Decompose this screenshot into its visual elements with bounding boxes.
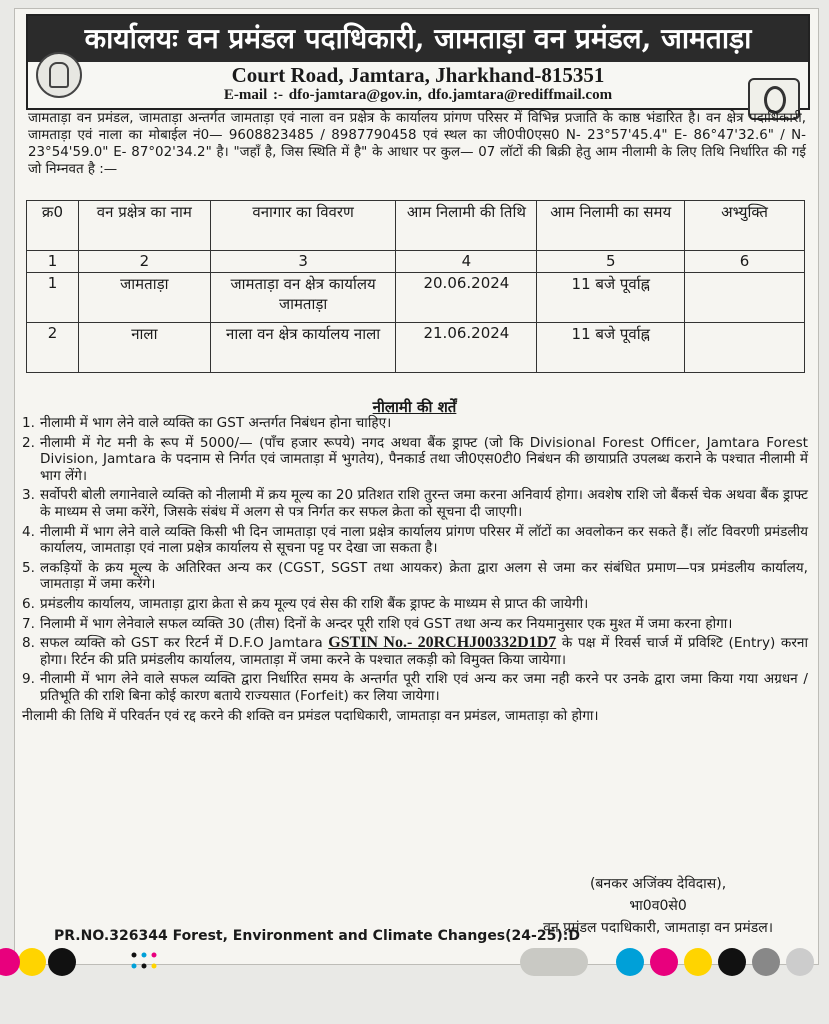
table-row	[27, 323, 805, 373]
condition-text: नीलामी की तिथि में परिवर्तन एवं रद्द करने की शक्ति वन प्रमंडल पदाधिकारी, जामताड़ा वन प्रमंडल, जामताड़ा को होगा।	[22, 707, 599, 724]
header-cell: क्र0	[27, 201, 79, 251]
registration-bar	[520, 948, 588, 976]
condition-text: प्रमंडलीय कार्यालय, जामताड़ा द्वारा क्रेता से क्रय मूल्य एवं सेस की राशि बैंक ड्राफ्ट के माध्यम से प्राप्त की जायेगी।	[40, 595, 589, 612]
signatory-designation: वन प्रमंडल पदाधिकारी, जामताड़ा वन प्रमंडल।	[543, 920, 773, 936]
header-cell: वनागार का विवरण	[210, 201, 396, 251]
auction-lots-table	[26, 200, 805, 373]
condition-item	[22, 635, 808, 668]
condition-number: 5.	[22, 559, 35, 576]
condition-item	[22, 596, 808, 613]
registration-mark-cyan	[616, 948, 644, 976]
condition-text: लकड़ियों के क्रय मूल्य के अतिरिक्त अन्य कर (CGST, SGST तथा आयकर) क्रेता द्वारा अलग से जमा कर संबंधित प्रमाण—पत्र प्रमंडलीय कार्यालय, जामताड़ा में जमा करेंगे।	[40, 559, 808, 593]
condition-text: सर्वोपरी बोली लगानेवाले व्यक्ति को नीलामी में क्रय मूल्य का 20 प्रतिशत राशि तुरन्त जमा करना अनिवार्य होगा। अवशेष राशि जो बैंकर्स चेक अथवा बैंक ड्राफ्ट के माध्यम से जमा करेंगे, जिसके संबंध में अलग से पत्र निर्गत कर सफल क्रेता को सूचना दी जाएगी।	[40, 487, 808, 520]
condition-item	[22, 415, 808, 432]
condition-item	[22, 616, 808, 633]
condition-number: 1.	[22, 415, 35, 431]
condition-item	[22, 708, 808, 725]
office-address: Court Road, Jamtara, Jharkhand-815351	[231, 63, 605, 87]
office-email: E-mail :- dfo-jamtara@gov.in, dfo.jamtara@rediffmail.com	[223, 87, 613, 103]
condition-number: 2.	[22, 434, 35, 451]
condition-item	[22, 524, 808, 557]
registration-mark-grey	[752, 948, 780, 976]
column-number: 1	[27, 251, 79, 273]
condition-number: 9.	[22, 671, 35, 688]
lot-serial: 2	[27, 323, 79, 373]
condition-text: नीलामी में गेट मनी के रूप में 5000/— (पाँच हजार रूपये) नगद अथवा बैंक ड्राफ्ट (जो कि Divisional Forest Officer, Jamtara Forest Division, Jamtara के पदनाम से निर्गत एवं जामताड़ा में भुगतेय), पैनकार्ड तथा जी0एस0टी0 निबंधन की छायाप्रति उपलब्ध कराने के पश्चात नीलामी में भाग लेंगे।	[40, 434, 808, 484]
condition-number: 8.	[22, 635, 35, 652]
registration-mark-magenta	[650, 948, 678, 976]
condition-text: नीलामी में भाग लेने वाले व्यक्ति किसी भी दिन जामताड़ा एवं नाला प्रक्षेत्र कार्यालय प्रांगण परिसर में लॉटों का अवलोकन कर सकते हैं। लॉट विवरणी प्रमंडलीय कार्यालय, जामताड़ा एवं नाला प्रक्षेत्र कार्यालय से सूचना पट्ट पर देखा जा सकता है।	[40, 523, 808, 557]
condition-text-part: के पक्ष में रिवर्स चार्ज में प्रविश्टि (Entry) करना होगा। रिर्टन की प्रति प्रमंडलीय कार्यालय, जामताड़ा में जमा करने के पश्चात लकड़ी को विमुक्त किया जायेगा।	[40, 635, 808, 668]
registration-dots-icon	[130, 950, 166, 972]
header-cell: आम निलामी की तिथि	[396, 201, 537, 251]
notice-intro: जामताड़ा वन प्रमंडल, जामताड़ा अन्तर्गत जामताड़ा एवं नाला वन प्रक्षेत्र के कार्यालय प्रांगण परिसर में विभिन्न प्रजाति के काष्ठ भंडारित है। वन क्षेत्र पदाधिकारी, जामताड़ा एवं नाला का मोबाईल नं0— 9608823485 / 8987790458 एवं स्थल का जी0पी0एस0 N- 23°57'45.4" E- 86°47'32.6" / N- 23°54'59.0" E- 87°02'34.2" है। "जहाँ है, जिस स्थिति में है" के आधार पर कुल— 07 लॉटों की बिक्री हेतु आम नीलामी के लिए तिथि निर्धारित की गई जो निम्नवत है :—	[28, 111, 806, 177]
auction-time: 11 बजे पूर्वाह्न	[537, 273, 685, 323]
office-header	[26, 14, 810, 110]
auction-time: 11 बजे पूर्वाह्न	[537, 323, 685, 373]
depot-details: नाला वन क्षेत्र कार्यालय नाला	[210, 323, 396, 373]
remarks	[685, 273, 805, 323]
condition-text: नीलामी में भाग लेने वाले व्यक्ति का GST अन्तर्गत निबंधन होना चाहिए।	[40, 415, 392, 431]
header-cell: वन प्रक्षेत्र का नाम	[78, 201, 210, 251]
registration-mark-black	[48, 948, 76, 976]
column-number: 3	[210, 251, 396, 273]
registration-dots	[130, 950, 166, 972]
signatory-service: भा0व0से0	[629, 898, 687, 914]
lot-serial: 1	[27, 273, 79, 323]
condition-text: नीलामी में भाग लेने वाले सफल व्यक्ति द्वारा निर्धारित समय के अन्तर्गत पूरी राशि एवं अन्य कर जमा नही करने पर उनके द्वारा जमा किया गया अग्रधन / प्रतिभूति की राशि बिना कोई कारण बताये राज्यसात (Forfeit) कर लिया जायेगा।	[40, 671, 808, 704]
office-title: कार्यालयः वन प्रमंडल पदाधिकारी, जामताड़ा वन प्रमंडल, जामताड़ा	[28, 16, 808, 62]
table-header-row	[27, 201, 805, 251]
column-number: 2	[78, 251, 210, 273]
depot-details: जामताड़ा वन क्षेत्र कार्यालय जामताड़ा	[210, 273, 396, 323]
column-number-row	[27, 251, 805, 273]
registration-mark-yellow	[18, 948, 46, 976]
condition-number: 4.	[22, 523, 35, 540]
condition-item	[22, 560, 808, 593]
auction-date: 20.06.2024	[396, 273, 537, 323]
header-cell: अभ्युक्ति	[685, 201, 805, 251]
registration-mark-yellow	[684, 948, 712, 976]
registration-mark-black	[718, 948, 746, 976]
condition-item	[22, 671, 808, 704]
condition-text-part: सफल व्यक्ति को GST कर रिटर्न में D.F.O Jamtara	[40, 635, 329, 652]
registration-mark-light	[786, 948, 814, 976]
condition-number: 3.	[22, 487, 35, 504]
range-name: नाला	[78, 323, 210, 373]
condition-number: 7.	[22, 615, 35, 632]
column-number: 6	[685, 251, 805, 273]
condition-text	[40, 635, 808, 668]
remarks	[685, 323, 805, 373]
condition-number: 6.	[22, 595, 35, 612]
column-number: 4	[396, 251, 537, 273]
table-row	[27, 273, 805, 323]
header-cell: आम निलामी का समय	[537, 201, 685, 251]
auction-date: 21.06.2024	[396, 323, 537, 373]
conditions-list	[22, 412, 808, 724]
column-number: 5	[537, 251, 685, 273]
condition-text: निलामी में भाग लेनेवाले सफल व्यक्ति 30 (तीस) दिनों के अन्दर पूरी राशि एवं GST तथा अन्य कर नियमानुसार एक मुश्त में जमा करना होगा।	[40, 615, 733, 632]
gstin-number: GSTIN No.- 20RCHJ00332D1D7	[328, 634, 557, 652]
condition-item	[22, 435, 808, 485]
range-name: जामताड़ा	[78, 273, 210, 323]
signatory-name: (बनकर अजिंक्य देविदास),	[589, 876, 727, 892]
jharkhand-seal-icon	[36, 52, 82, 98]
condition-item	[22, 487, 808, 520]
pr-number: PR.NO.326344 Forest, Environment and Climate Changes(24-25):D	[54, 928, 580, 944]
conditions-title: नीलामी की शर्तें	[372, 398, 457, 416]
